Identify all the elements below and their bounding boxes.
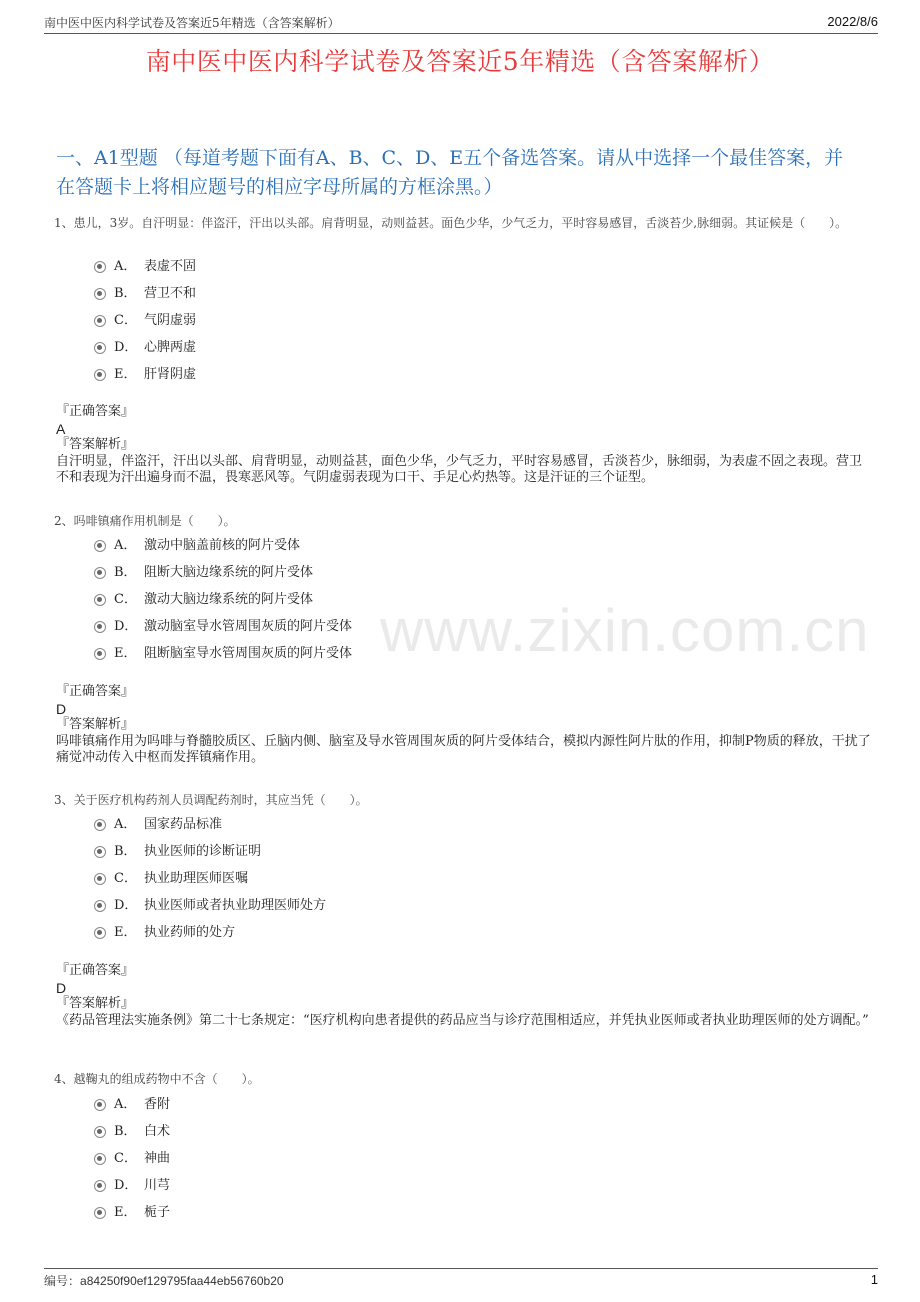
option-4b[interactable]	[94, 1119, 170, 1139]
radio-icon[interactable]	[94, 1207, 106, 1219]
correct-answer: D	[56, 700, 67, 717]
header-date: 2022/8/6	[827, 14, 878, 29]
watermark: www.zixin.com.cn	[380, 597, 870, 664]
radio-icon[interactable]	[94, 873, 106, 885]
option-letter: A．	[114, 258, 137, 274]
page-header	[44, 14, 878, 34]
option-3d[interactable]	[94, 893, 326, 913]
radio-icon[interactable]	[94, 846, 106, 858]
correct-answer: A	[56, 420, 66, 437]
question-2	[54, 512, 864, 531]
option-text: 心脾两虚	[144, 339, 197, 355]
header-title: 南中医中医内科学试卷及答案近5年精选（含答案解析）	[44, 16, 340, 30]
option-4e[interactable]	[94, 1200, 170, 1220]
option-text: 川芎	[144, 1177, 171, 1193]
radio-icon[interactable]	[94, 819, 106, 831]
option-text: 阻断脑室导水管周围灰质的阿片受体	[144, 645, 353, 661]
option-letter: D．	[114, 618, 138, 634]
radio-icon[interactable]	[94, 621, 106, 633]
option-text: 栀子	[144, 1204, 171, 1220]
option-letter: C．	[114, 591, 137, 607]
radio-icon[interactable]	[94, 1180, 106, 1192]
option-letter: B．	[114, 843, 137, 859]
option-text: 激动大脑边缘系统的阿片受体	[144, 591, 314, 607]
option-2e[interactable]	[94, 641, 352, 661]
option-4c[interactable]	[94, 1146, 170, 1166]
code-label: 编号：	[44, 1274, 81, 1288]
section-heading: 一、A1型题 （每道考题下面有A、B、C、D、E五个备选答案。请从中选择一个最佳答案，并在答题卡上将相应题号的相应字母所属的方框涂黑。）	[56, 147, 844, 198]
answer-block-3	[56, 963, 872, 1029]
analysis-label: 『答案解析』	[56, 437, 135, 452]
option-3a[interactable]	[94, 812, 222, 832]
option-1e[interactable]	[94, 362, 196, 382]
radio-icon[interactable]	[94, 288, 106, 300]
option-letter: E．	[114, 924, 137, 940]
option-text: 阻断大脑边缘系统的阿片受体	[144, 564, 314, 580]
option-letter: C．	[114, 1150, 137, 1166]
radio-icon[interactable]	[94, 315, 106, 327]
correct-answer: D	[56, 979, 67, 996]
radio-icon[interactable]	[94, 1099, 106, 1111]
option-text: 白术	[144, 1123, 171, 1139]
page-number: 1	[870, 1272, 878, 1287]
answer-label: 『正确答案』	[56, 963, 135, 978]
option-text: 香附	[144, 1096, 171, 1112]
option-2c[interactable]	[94, 587, 313, 607]
option-1c[interactable]	[94, 308, 196, 328]
option-text: 执业助理医师医嘱	[144, 870, 249, 886]
option-letter: E．	[114, 1204, 137, 1220]
option-letter: B．	[114, 564, 137, 580]
answer-block-2	[56, 684, 872, 767]
option-3c[interactable]	[94, 866, 248, 886]
code-value: a84250f90ef129795faa44eb56760b20	[80, 1274, 284, 1288]
option-letter: C．	[114, 312, 137, 328]
option-letter: D．	[114, 339, 138, 355]
option-letter: E．	[114, 366, 137, 382]
option-2d[interactable]	[94, 614, 352, 634]
radio-icon[interactable]	[94, 900, 106, 912]
option-text: 肝肾阴虚	[144, 366, 197, 382]
analysis-text: 自汗明显，伴盗汗，汗出以头部、肩背明显，动则益甚，面色少华，少气乏力，平时容易感冒，舌淡苔少，脉细弱，为表虚不固之表现。营卫不和表现为汗出遍身而不温，畏寒恶风等。气阴虚弱表现为口干、手足心灼热等。这是汗证的三个证型。	[56, 453, 863, 485]
radio-icon[interactable]	[94, 1126, 106, 1138]
option-1b[interactable]	[94, 281, 196, 301]
option-2b[interactable]	[94, 560, 313, 580]
option-1d[interactable]	[94, 335, 196, 355]
analysis-text: 《药品管理法实施条例》第二十七条规定：“医疗机构向患者提供的药品应当与诊疗范围相适应，并凭执业医师或者执业助理医师的处方调配。”	[56, 1012, 869, 1028]
option-letter: D．	[114, 897, 138, 913]
option-letter: D．	[114, 1177, 138, 1193]
question-stem: 2、吗啡镇痛作用机制是（ ）。	[54, 514, 236, 528]
option-3b[interactable]	[94, 839, 261, 859]
analysis-label: 『答案解析』	[56, 717, 135, 732]
option-letter: E．	[114, 645, 137, 661]
document-title: 南中医中医内科学试卷及答案近5年精选（含答案解析）	[145, 47, 775, 76]
question-4	[54, 1070, 864, 1089]
option-text: 神曲	[144, 1150, 171, 1166]
analysis-text: 吗啡镇痛作用为吗啡与脊髓胶质区、丘脑内侧、脑室及导水管周围灰质的阿片受体结合，模拟内源性阿片肽的作用，抑制P物质的释放，干扰了痛觉冲动传入中枢而发挥镇痛作用。	[56, 733, 871, 765]
option-text: 激动脑室导水管周围灰质的阿片受体	[144, 618, 353, 634]
analysis-label: 『答案解析』	[56, 996, 135, 1011]
option-4a[interactable]	[94, 1092, 170, 1112]
radio-icon[interactable]	[94, 594, 106, 606]
option-text: 执业医师或者执业助理医师处方	[144, 897, 327, 913]
question-1	[54, 214, 864, 233]
radio-icon[interactable]	[94, 648, 106, 660]
option-letter: A．	[114, 1096, 137, 1112]
radio-icon[interactable]	[94, 927, 106, 939]
option-text: 激动中脑盖前核的阿片受体	[144, 537, 301, 553]
question-stem: 3、关于医疗机构药剂人员调配药剂时，其应当凭（ ）。	[54, 793, 368, 807]
option-letter: A．	[114, 816, 137, 832]
option-1a[interactable]	[94, 254, 196, 274]
option-3e[interactable]	[94, 920, 235, 940]
option-letter: B．	[114, 1123, 137, 1139]
question-3	[54, 791, 864, 810]
document-code	[44, 1272, 284, 1289]
radio-icon[interactable]	[94, 261, 106, 273]
option-text: 营卫不和	[144, 285, 197, 301]
option-text: 气阴虚弱	[144, 312, 197, 328]
question-stem: 1、患儿，3岁。自汗明显：伴盗汗，汗出以头部。肩背明显，动则益甚。面色少华，少气乏力，平时容易感冒，舌淡苔少,脉细弱。其证候是（ ）。	[54, 216, 848, 230]
answer-block-1	[56, 404, 872, 487]
option-text: 表虚不固	[144, 258, 197, 274]
radio-icon[interactable]	[94, 567, 106, 579]
option-text: 执业医师的诊断证明	[144, 843, 262, 859]
option-text: 执业药师的处方	[144, 924, 236, 940]
radio-icon[interactable]	[94, 342, 106, 354]
option-letter: B．	[114, 285, 137, 301]
option-letter: C．	[114, 870, 137, 886]
radio-icon[interactable]	[94, 540, 106, 552]
answer-label: 『正确答案』	[56, 684, 135, 699]
answer-label: 『正确答案』	[56, 404, 135, 419]
option-letter: A．	[114, 537, 137, 553]
radio-icon[interactable]	[94, 1153, 106, 1165]
page-footer	[44, 1268, 878, 1290]
question-stem: 4、越鞠丸的组成药物中不含（ ）。	[54, 1072, 260, 1086]
option-text: 国家药品标准	[144, 816, 223, 832]
radio-icon[interactable]	[94, 369, 106, 381]
option-2a[interactable]	[94, 533, 300, 553]
option-4d[interactable]	[94, 1173, 170, 1193]
